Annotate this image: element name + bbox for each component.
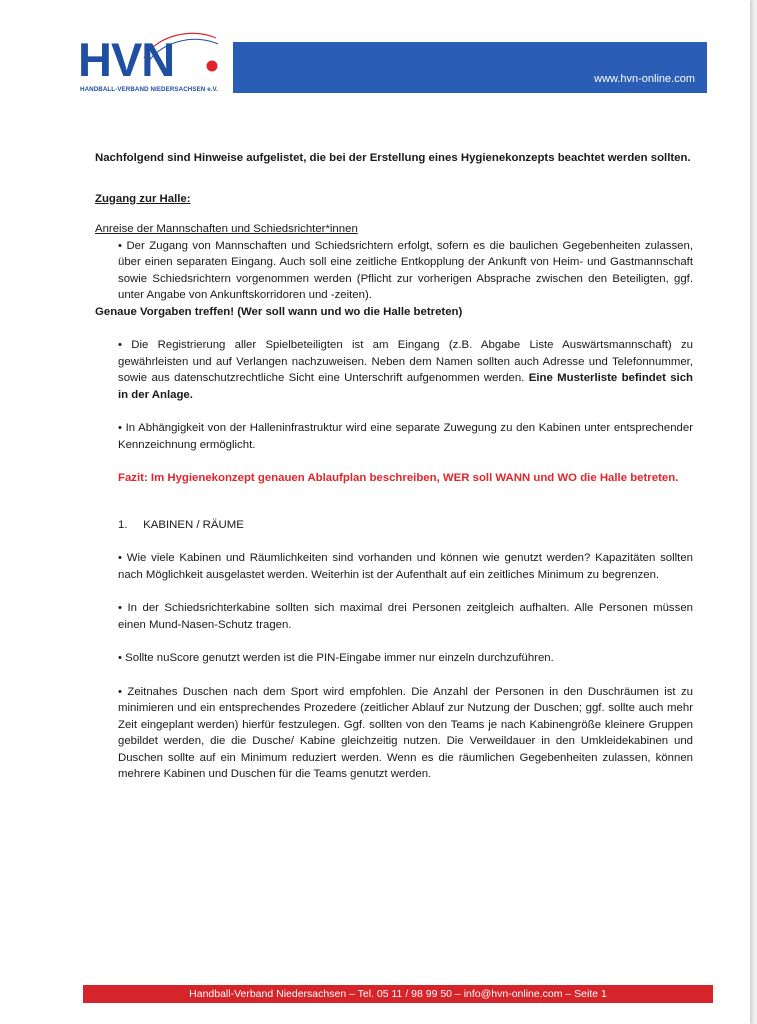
logo-wordmark: HVN (78, 33, 175, 86)
page-footer: Handball-Verband Niedersachsen – Tel. 05 11 / 98 99 50 – info@hvn-online.com – Seite 1 (83, 985, 713, 1003)
bullet-emphasis: Genaue Vorgaben treffen! (Wer soll wann und wo die Halle betreten) (95, 305, 463, 318)
bullet-text: • Der Zugang von Mannschaften und Schiedsrichtern erfolgt, sofern es die baulichen Gegebenheiten zulassen, über einen separaten Eingang. Auch soll eine zeitliche Entkopplung der Ankunft von Heim- und Gastmannschaft sowie Schiedsrichtern vorgenommen werden (Pflicht zur vorherigen Absprache zwischen den Beteiligten, ggf. unter Angabe von Ankunftskorridoren und -zeiten). (118, 239, 693, 301)
header-url: www.hvn-online.com (594, 73, 695, 85)
section-heading-kabinen (118, 517, 693, 534)
intro-text: Nachfolgend sind Hinweise aufgelistet, die bei der Erstellung eines Hygienekonzepts beachtet werden sollten. (95, 152, 691, 164)
hvn-logo (78, 30, 228, 100)
bullet-zuwegung: • In Abhängigkeit von der Halleninfrastruktur wird eine separate Zuwegung zu den Kabinen unter entsprechender Kennzeichnung ermöglicht. (118, 422, 693, 451)
section-title-zugang: Zugang zur Halle: (95, 192, 191, 205)
subsection-title-anreise: Anreise der Mannschaften und Schiedsrichter*innen (95, 223, 358, 235)
section-heading-text: KABINEN / RÄUME (143, 518, 244, 531)
bullet-duschen: • Zeitnahes Duschen nach dem Sport wird empfohlen. Die Anzahl der Personen in den Duschräumen ist zu minimieren und ein entsprechendes Prozedere (zeitlicher Ablauf zur Nutzung der Duschen; ggf. sollte auch mehr Zeit eingeplant werden) hierfür festzulegen. Ggf. sollten von den Teams je nach Kabinengröße kleinere Gruppen gebildet werden, die die Dusche/ Kabine gleichzeitig nutzen. Die Verweildauer in den Umkleidekabinen und Duschen sollte auf ein Minimum reduziert werden. Wenn es die räumlichen Gegebenheiten zulassen, können mehrere Kabinen und Duschen für die Teams genutzt werden. (118, 685, 693, 780)
fazit-note: Fazit: Im Hygienekonzept genauen Ablaufplan beschreiben, WER soll WANN und WO die Halle betreten. (118, 472, 679, 484)
bullet-zugang (95, 238, 693, 321)
bullet-text: • Die Registrierung aller Spielbeteiligten ist am Eingang (z.B. Abgabe Liste Auswärtsmannschaft) zu gewährleisten und auf Verlangen nachzuweisen. Neben dem Namen sollten auch Adresse und Telefonnummer, sowie aus datenschutzrechtliche Sicht eine Unterschrift aufgenommen werden. (118, 339, 693, 384)
document-body (95, 150, 693, 783)
section-number: 1. (118, 518, 128, 531)
logo-subtitle: HANDBALL-VERBAND NIEDERSACHSEN e.V. (80, 86, 219, 93)
bullet-emphasis: Eine Musterliste befindet sich in der Anlage. (118, 372, 693, 401)
header-bar (233, 42, 707, 93)
bullet-nuscore: • Sollte nuScore genutzt werden ist die PIN-Eingabe immer nur einzeln durchzuführen. (118, 652, 554, 664)
bullet-registrierung (118, 337, 693, 403)
bullet-kabinen-kapazitaet: • Wie viele Kabinen und Räumlichkeiten sind vorhanden und können wie genutzt werden? Kapazitäten sollten nach Möglichkeit ausgelastet werden. Weiterhin ist der Aufenthalt auf ein zeitliches Minimum zu begrenzen. (118, 552, 693, 581)
bullet-schiedsrichterkabine: • In der Schiedsrichterkabine sollten sich maximal drei Personen zeitgleich aufhalten. Alle Personen müssen einen Mund-Nasen-Schutz tragen. (118, 602, 693, 631)
